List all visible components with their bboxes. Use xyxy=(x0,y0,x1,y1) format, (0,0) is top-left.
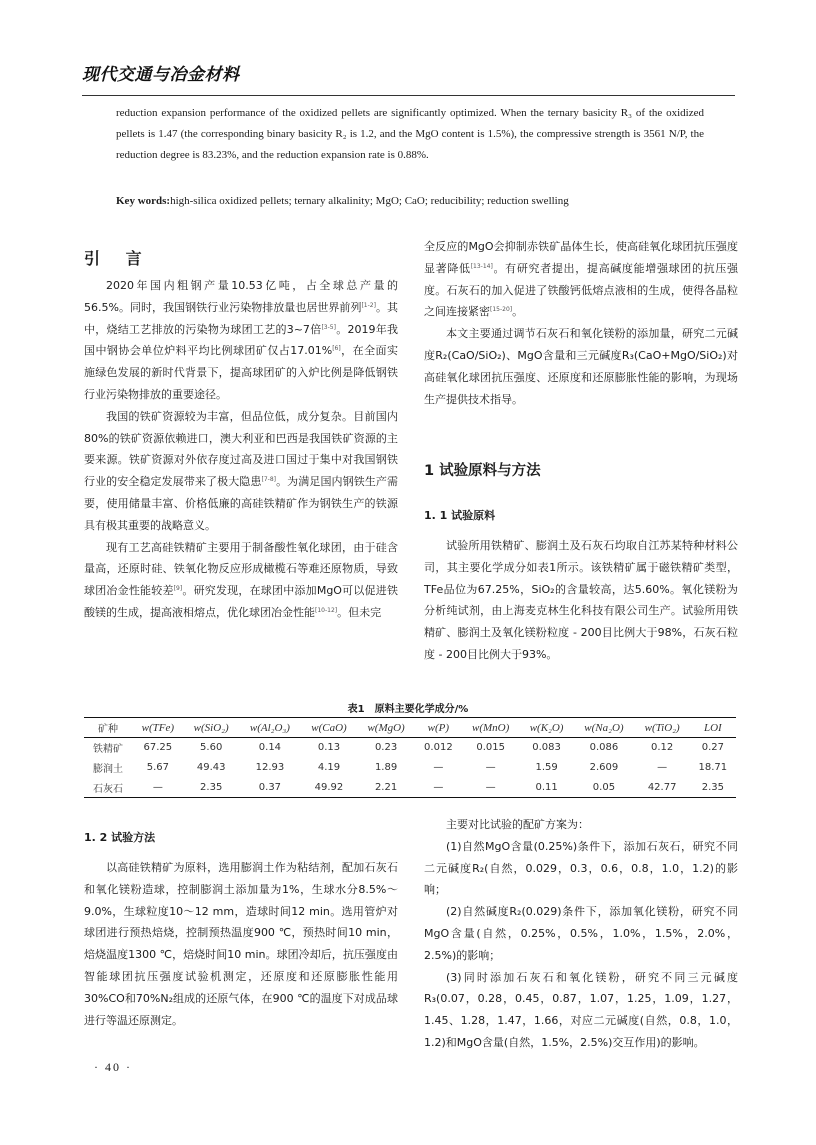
intro-right-column xyxy=(424,236,738,410)
table-row xyxy=(84,758,736,778)
keywords-line xyxy=(116,193,716,209)
table-column-header: w(TFe) xyxy=(141,721,175,734)
page-number: · 40 · xyxy=(94,1060,132,1074)
table-cell: — xyxy=(433,781,444,793)
table-cell: 0.086 xyxy=(589,742,619,754)
intro-paragraph-4: 本文主要通过调节石灰石和氧化镁粉的添加量，研究二元碱度R₂(CaO/SiO₂)、MgO含量和三元碱度R₃(CaO+MgO/SiO₂)对高硅氧化球团抗压强度、还原度和还原膨胀性能的影响，为现场生产提供技术指导。 xyxy=(424,327,738,406)
journal-logo: 现代交通与冶金材料 xyxy=(82,65,240,85)
table-cell: 2.21 xyxy=(374,781,398,793)
header-rule xyxy=(82,95,735,96)
table-column-header: w(Al₂O₃) xyxy=(249,721,290,734)
table-cell: — xyxy=(485,762,496,773)
table-cell: 0.27 xyxy=(701,742,724,754)
table-cell: 49.92 xyxy=(314,781,344,793)
table-cell: 0.13 xyxy=(317,742,341,754)
table-cell: 0.11 xyxy=(535,781,558,793)
methods-column xyxy=(84,857,398,1031)
abstract-text: reduction expansion performance of the oxidized pellets are significantly optimized. When the ternary basicity R₃ of the oxidized pellets is 1.47 (the corresponding binary basicity R₂ is 1.2, and the MgO content is 1.5%), the compressive strength is 3561 N/P, the reduction degree is 83.23%, and the reduction expansion rate is 0.88%. xyxy=(116,107,704,161)
table-cell: 2.609 xyxy=(589,762,619,773)
table-1-title: 表1 原料主要化学成分/% xyxy=(347,704,469,715)
table-cell: 4.19 xyxy=(317,762,341,773)
table-column-header: LOI xyxy=(703,721,722,734)
table-cell: 2.35 xyxy=(200,781,223,793)
table-column-header: w(MnO) xyxy=(472,721,510,734)
subsection-1-1-heading: 1. 1 试验原料 xyxy=(424,509,496,522)
table-cell: 42.77 xyxy=(647,781,677,793)
plan-2: (2)自然碱度R₂(0.029)条件下，添加氧化镁粉，研究不同MgO含量(自然，0.25%，0.5%，1.0%，1.5%，2.0%，2.5%)的影响； xyxy=(424,905,738,962)
table-cell: 0.015 xyxy=(476,742,505,754)
methods-paragraph: 以高硅铁精矿为原料，选用膨润土作为粘结剂，配加石灰石和氧化镁粉造球，控制膨润土添加量为1%，生球水分8.5%～9.0%，生球粒度10～12 mm，造球时间12 min。选用管炉对球团进行预热焙烧，控制预热温度900 ℃，预热时间10 min，焙烧温度1300 ℃，焙烧时间10 min。球团冷却后，抗压强度由智能球团抗压强度试验机测定，还原度和还原膨胀性能用30%CO和70%N₂组成的还原气体，在900 ℃的温度下对成品球进行等温还原测定。 xyxy=(84,861,398,1027)
materials-column xyxy=(424,535,738,666)
table-cell: — xyxy=(657,762,668,773)
table-cell: — xyxy=(152,781,163,793)
table-column-header: w(MgO) xyxy=(367,721,405,734)
table-row-label: 石灰石 xyxy=(93,783,124,795)
plan-1: (1)自然MgO含量(0.25%)条件下，添加石灰石，研究不同二元碱度R₂(自然，0.029，0.3，0.6，0.8，1.0，1.2)的影响； xyxy=(424,839,738,897)
intro-paragraph-1: 2020年国内粗钢产量10.53亿吨，占全球总产量的56.5%。同时，我国钢铁行业污染物排放量也居世界前列[1-2]。其中，烧结工艺排放的污染物为球团工艺的3~7倍[3-5]。2019年我国中钢协会单位炉料平均比例球团矿仅占17.01%[6]，在全面实施绿色发展的新时代背景下，提高球团矿的入炉比例是降低钢铁行业污染物排放的重要途径。 xyxy=(84,279,398,401)
table-column-header: w(K₂O) xyxy=(529,721,564,734)
table-cell: 0.012 xyxy=(424,742,453,754)
table-1 xyxy=(84,717,736,798)
table-cell: 0.14 xyxy=(258,742,282,754)
plans-column xyxy=(424,814,738,1054)
section-1-heading: 1 试验原料与方法 xyxy=(424,463,541,479)
table-column-header: 矿种 xyxy=(98,724,119,735)
intro-left-column xyxy=(84,275,398,624)
intro-paragraph-continued: 全反应的MgO会抑制赤铁矿晶体生长，使高硅氧化球团抗压强度显著降低[13-14]。有研究者提出，提高碱度能增强球团的抗压强度。石灰石的加入促进了铁酸钙低熔点液相的生成，使得各晶粒之间连接紧密[15-20]。 xyxy=(424,240,739,319)
table-body xyxy=(84,738,736,798)
table-row xyxy=(84,738,736,758)
keywords-value: high-silica oxidized pellets; ternary alkalinity; MgO; CaO; reducibility; reduction swelling xyxy=(170,195,569,207)
table-cell: 12.93 xyxy=(255,762,285,773)
table-cell: 18.71 xyxy=(698,762,728,773)
table-cell: 1.59 xyxy=(535,762,558,773)
table-column-header: w(CaO) xyxy=(311,721,347,734)
table-cell: — xyxy=(433,762,444,773)
table-header-row xyxy=(84,718,736,738)
plan-3: (3)同时添加石灰石和氧化镁粉，研究不同三元碱度R₃(0.07，0.28，0.45，0.87，1.07，1.25，1.09，1.27，1.45、1.28，1.47，1.66，对应二元碱度(自然，0.8，1.0，1.2)和MgO含量(自然，1.5%，2.5%)交互作用)的影响。 xyxy=(424,970,738,1049)
table-cell: — xyxy=(485,781,496,793)
table-column-header: w(TiO₂) xyxy=(644,721,680,734)
table-cell: 49.43 xyxy=(196,762,226,773)
table-cell: 0.12 xyxy=(651,742,674,754)
table-cell: 5.60 xyxy=(200,742,223,754)
table-cell: 0.083 xyxy=(532,742,561,754)
table-cell: 2.35 xyxy=(701,781,724,793)
table-cell: 0.37 xyxy=(258,781,282,793)
keywords-label: Key words: xyxy=(116,195,171,207)
table-cell: 67.25 xyxy=(143,742,173,754)
table-cell: 5.67 xyxy=(146,762,169,773)
table-row-label: 膨润土 xyxy=(93,764,124,775)
table-column-header: w(P) xyxy=(427,721,450,734)
table-row xyxy=(84,778,736,798)
table-cell: 0.05 xyxy=(592,781,616,793)
table-column-header: w(Na₂O) xyxy=(584,721,624,734)
table-cell: 0.23 xyxy=(374,742,398,754)
table-row-label: 铁精矿 xyxy=(93,744,124,756)
materials-paragraph: 试验所用铁精矿、膨润土及石灰石均取自江苏某特种材料公司，其主要化学成分如表1所示。该铁精矿属于磁铁精矿类型，TFe品位为67.25%，SiO₂的含量较高，达5.60%。氧化镁粉为分析纯试剂，由上海麦克林生化科技有限公司生产。试验所用铁精矿、膨润土及氧化镁粉粒度 - 200目比例大于98%，石灰石粒度 - 200目比例大于93%。 xyxy=(424,539,738,661)
table-cell: 1.89 xyxy=(374,762,398,773)
intro-heading: 引 言 xyxy=(84,249,152,268)
intro-paragraph-3: 现有工艺高硅铁精矿主要用于制备酸性氧化球团，由于硅含量高，还原时硅、铁氧化物反应形成橄榄石等难还原物质，导致球团冶金性能较差[9]。研究发现，在球团中添加MgO可以促进铁酸镁的生成，提高液相熔点，优化球团冶金性能[10-12]。但未完 xyxy=(84,540,398,619)
plan-intro: 主要对比试验的配矿方案为： xyxy=(446,818,589,831)
intro-paragraph-2: 我国的铁矿资源较为丰富，但品位低，成分复杂。目前国内80%的铁矿资源依赖进口，澳大利亚和巴西是我国铁矿资源的主要来源。铁矿资源对外依存度过高及进口国过于集中对我国钢铁行业的安全稳定发展带来了极大隐患[7-8]。为满足国内钢铁生产需要，使用储量丰富、价格低廉的高硅铁精矿作为钢铁生产的铁源具有极其重要的战略意义。 xyxy=(84,409,399,532)
subsection-1-2-heading: 1. 2 试验方法 xyxy=(84,831,156,844)
table-column-header: w(SiO₂) xyxy=(193,721,229,734)
